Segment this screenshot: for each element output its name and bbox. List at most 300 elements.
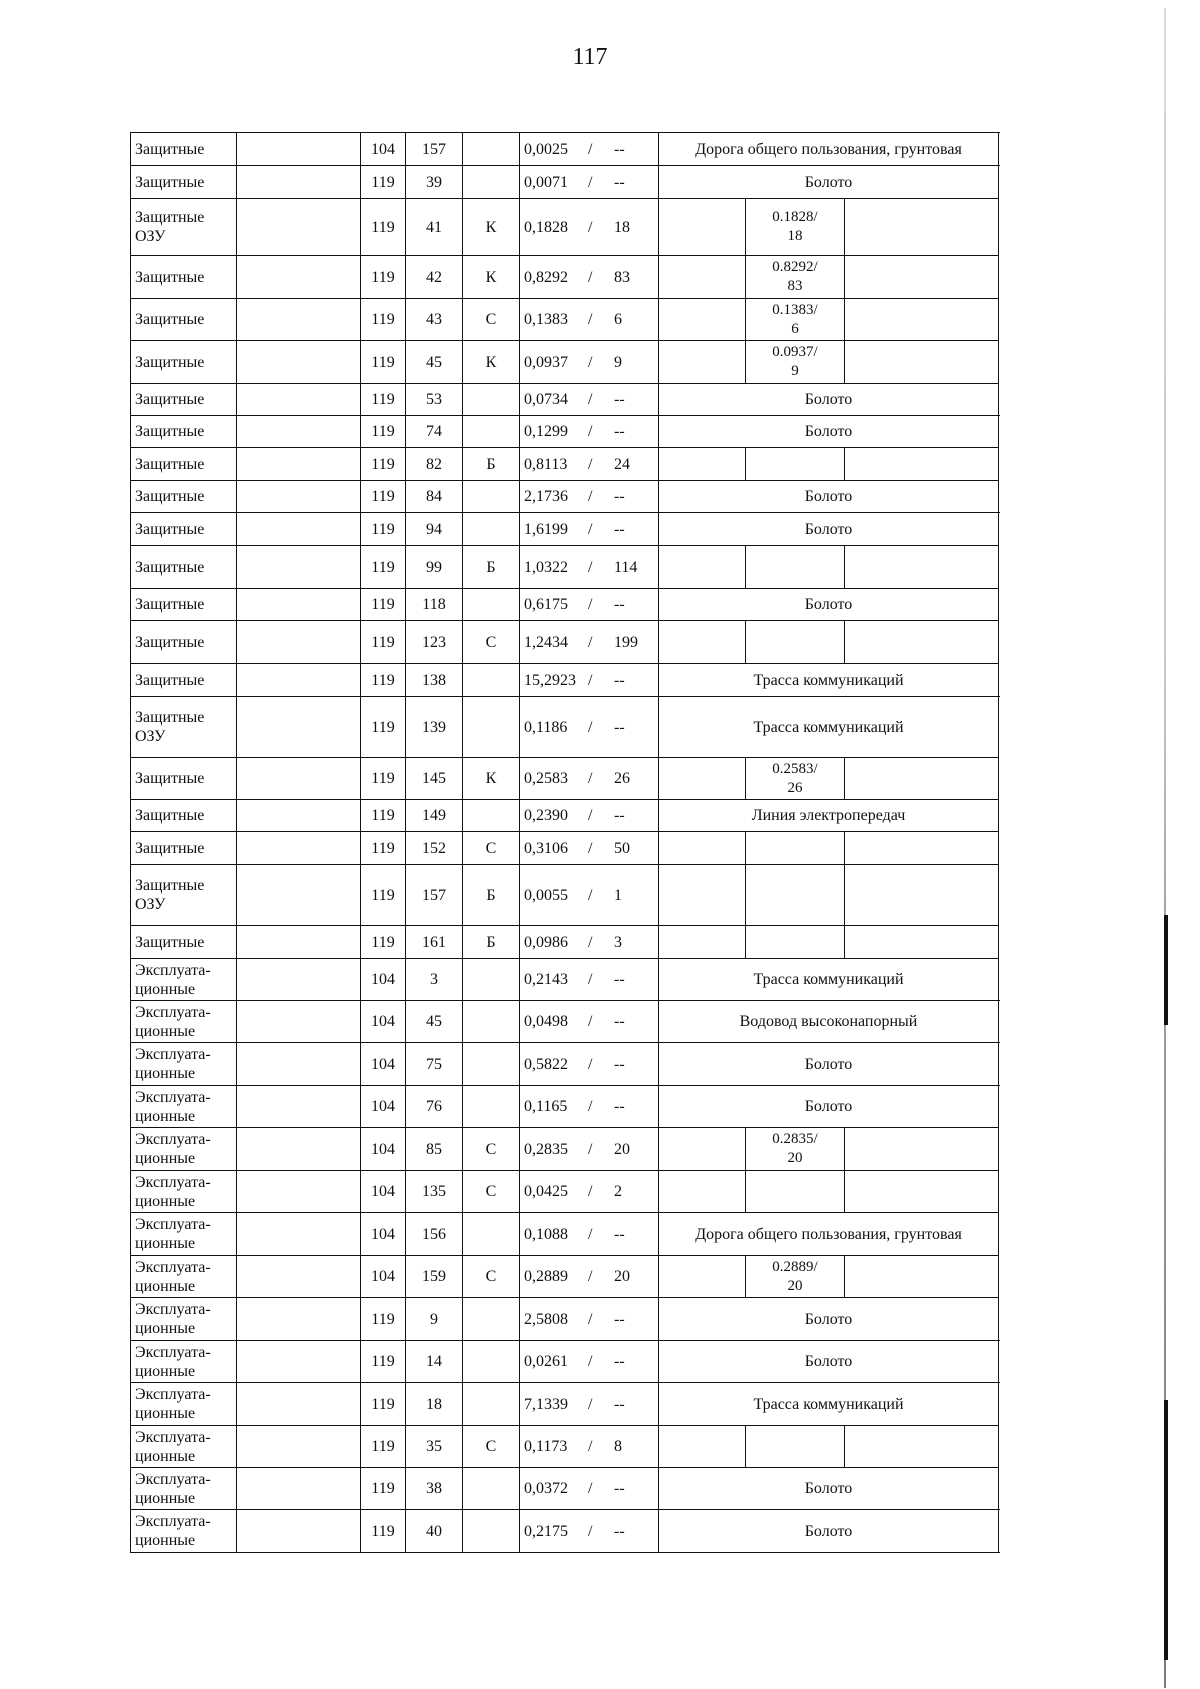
code-cell — [463, 1510, 520, 1553]
category-cell: Защитные — [131, 589, 237, 621]
table-row — [131, 384, 999, 416]
allotment-cell: 138 — [406, 664, 463, 697]
volume-value: 26 — [614, 770, 630, 787]
blank-cell — [659, 865, 746, 926]
code-cell: С — [463, 832, 520, 865]
note-cell: Трасса коммуникаций — [659, 697, 999, 758]
volume-value: 114 — [614, 558, 638, 576]
table-row — [131, 448, 999, 481]
area-separator: / — [588, 455, 593, 473]
blank-cell — [659, 758, 746, 800]
table-row — [131, 800, 999, 832]
table-row — [131, 758, 999, 800]
breakdown-cell — [746, 448, 845, 481]
table-row — [131, 1341, 999, 1383]
blank-cell — [237, 664, 361, 697]
volume-value: 9 — [614, 353, 622, 371]
breakdown-cell: 0.2835/ 20 — [746, 1128, 845, 1171]
note-cell: Болото — [659, 513, 999, 546]
code-cell — [463, 1298, 520, 1341]
breakdown-cell — [845, 865, 999, 926]
breakdown-cell — [746, 621, 845, 664]
breakdown-cell — [845, 256, 999, 299]
area-cell — [520, 1128, 659, 1171]
blank-cell — [237, 1298, 361, 1341]
allotment-cell: 161 — [406, 926, 463, 959]
area-separator: / — [588, 807, 593, 824]
quarter-cell: 119 — [361, 256, 406, 299]
volume-value: 20 — [614, 1140, 630, 1158]
category-cell: Защитные — [131, 256, 237, 299]
area-cell — [520, 926, 659, 959]
allotment-cell: 3 — [406, 959, 463, 1001]
blank-cell — [237, 1341, 361, 1383]
area-value: 0,1828 — [524, 218, 568, 236]
area-value: 0,0734 — [524, 391, 568, 408]
quarter-cell: 119 — [361, 1468, 406, 1510]
table-row — [131, 1426, 999, 1468]
volume-value: -- — [614, 520, 625, 538]
area-cell — [520, 1298, 659, 1341]
code-cell — [463, 481, 520, 513]
blank-cell — [659, 1171, 746, 1213]
blank-cell — [237, 1001, 361, 1043]
quarter-cell: 104 — [361, 1213, 406, 1256]
area-value: 0,0261 — [524, 1353, 568, 1370]
area-separator: / — [588, 971, 593, 988]
quarter-cell: 119 — [361, 621, 406, 664]
breakdown-cell — [845, 832, 999, 865]
area-value: 0,0986 — [524, 933, 568, 951]
volume-value: -- — [614, 173, 625, 191]
quarter-cell: 119 — [361, 299, 406, 341]
blank-cell — [237, 384, 361, 416]
category-cell: Защитные — [131, 664, 237, 697]
area-cell — [520, 1468, 659, 1510]
forest-plots-table — [130, 132, 999, 1553]
quarter-cell: 104 — [361, 1001, 406, 1043]
area-value: 0,2889 — [524, 1268, 568, 1285]
table-row — [131, 926, 999, 959]
blank-cell — [237, 199, 361, 256]
category-cell: Эксплуата- ционные — [131, 1086, 237, 1128]
blank-cell — [659, 341, 746, 384]
area-cell — [520, 513, 659, 546]
blank-cell — [237, 1213, 361, 1256]
table-body — [131, 133, 999, 1553]
code-cell: Б — [463, 546, 520, 589]
code-cell — [463, 697, 520, 758]
area-separator: / — [588, 1183, 593, 1200]
breakdown-cell — [845, 448, 999, 481]
quarter-cell: 119 — [361, 513, 406, 546]
code-cell: К — [463, 256, 520, 299]
code-cell — [463, 1086, 520, 1128]
note-cell: Болото — [659, 1043, 999, 1086]
area-value: 0,0071 — [524, 173, 568, 191]
area-value: 0,0372 — [524, 1480, 568, 1497]
breakdown-cell: 0.1828/ 18 — [746, 199, 845, 256]
note-cell: Болото — [659, 481, 999, 513]
quarter-cell: 119 — [361, 1341, 406, 1383]
category-cell: Эксплуата- ционные — [131, 1298, 237, 1341]
volume-value: 20 — [614, 1268, 630, 1285]
area-separator: / — [588, 671, 593, 689]
table-row — [131, 256, 999, 299]
category-cell: Защитные — [131, 341, 237, 384]
allotment-cell: 99 — [406, 546, 463, 589]
area-separator: / — [588, 1055, 593, 1073]
allotment-cell: 45 — [406, 1001, 463, 1043]
volume-value: -- — [614, 1395, 625, 1413]
area-value: 0,0055 — [524, 886, 568, 904]
area-cell — [520, 1001, 659, 1043]
volume-value: 199 — [614, 633, 638, 651]
quarter-cell: 119 — [361, 926, 406, 959]
area-value: 0,0425 — [524, 1183, 568, 1200]
area-separator: / — [588, 1013, 593, 1030]
area-separator: / — [588, 1225, 593, 1243]
breakdown-cell — [845, 299, 999, 341]
allotment-cell: 157 — [406, 865, 463, 926]
code-cell: К — [463, 341, 520, 384]
area-cell — [520, 1213, 659, 1256]
area-cell — [520, 481, 659, 513]
allotment-cell: 38 — [406, 1468, 463, 1510]
area-value: 2,1736 — [524, 488, 568, 505]
allotment-cell: 42 — [406, 256, 463, 299]
category-cell: Защитные — [131, 758, 237, 800]
area-value: 0,1165 — [524, 1098, 568, 1115]
area-separator: / — [588, 1098, 593, 1115]
area-separator: / — [588, 1438, 593, 1455]
area-cell — [520, 166, 659, 199]
quarter-cell: 104 — [361, 1043, 406, 1086]
category-cell: Эксплуата- ционные — [131, 1468, 237, 1510]
table-row — [131, 1001, 999, 1043]
area-value: 0,6175 — [524, 596, 568, 613]
area-cell — [520, 621, 659, 664]
breakdown-cell — [845, 199, 999, 256]
table-row — [131, 1128, 999, 1171]
scan-margin-mark — [1164, 915, 1168, 1025]
code-cell: Б — [463, 865, 520, 926]
breakdown-cell — [746, 1426, 845, 1468]
area-separator: / — [588, 520, 593, 538]
blank-cell — [237, 1128, 361, 1171]
area-cell — [520, 448, 659, 481]
area-separator: / — [588, 488, 593, 505]
allotment-cell: 76 — [406, 1086, 463, 1128]
allotment-cell: 118 — [406, 589, 463, 621]
code-cell: С — [463, 621, 520, 664]
note-cell: Болото — [659, 1510, 999, 1553]
blank-cell — [659, 1256, 746, 1298]
category-cell: Эксплуата- ционные — [131, 1256, 237, 1298]
blank-cell — [659, 256, 746, 299]
blank-cell — [237, 448, 361, 481]
area-value: 0,2583 — [524, 770, 568, 787]
blank-cell — [237, 865, 361, 926]
category-cell: Защитные — [131, 800, 237, 832]
table-row — [131, 832, 999, 865]
table-row — [131, 481, 999, 513]
area-separator: / — [588, 353, 593, 371]
area-separator: / — [588, 933, 593, 951]
breakdown-cell — [746, 1171, 845, 1213]
blank-cell — [659, 1128, 746, 1171]
breakdown-cell — [845, 926, 999, 959]
breakdown-cell — [845, 1128, 999, 1171]
volume-value: 50 — [614, 839, 630, 857]
quarter-cell: 119 — [361, 1298, 406, 1341]
category-cell: Защитные — [131, 133, 237, 166]
breakdown-cell: 0.2583/ 26 — [746, 758, 845, 800]
blank-cell — [237, 546, 361, 589]
volume-value: -- — [614, 1522, 625, 1540]
area-value: 7,1339 — [524, 1395, 568, 1413]
allotment-cell: 39 — [406, 166, 463, 199]
volume-value: -- — [614, 1353, 625, 1370]
allotment-cell: 123 — [406, 621, 463, 664]
category-cell: Защитные — [131, 416, 237, 448]
area-separator: / — [588, 1310, 593, 1328]
area-cell — [520, 1043, 659, 1086]
volume-value: -- — [614, 1055, 625, 1073]
category-cell: Эксплуата- ционные — [131, 1426, 237, 1468]
category-cell: Защитные ОЗУ — [131, 199, 237, 256]
category-cell: Эксплуата- ционные — [131, 1171, 237, 1213]
note-cell: Болото — [659, 1298, 999, 1341]
table-row — [131, 589, 999, 621]
breakdown-cell — [845, 341, 999, 384]
quarter-cell: 119 — [361, 832, 406, 865]
allotment-cell: 41 — [406, 199, 463, 256]
area-value: 0,8292 — [524, 268, 568, 286]
category-cell: Защитные — [131, 832, 237, 865]
volume-value: -- — [614, 488, 625, 505]
code-cell — [463, 800, 520, 832]
code-cell: К — [463, 758, 520, 800]
category-cell: Защитные ОЗУ — [131, 697, 237, 758]
allotment-cell: 74 — [406, 416, 463, 448]
blank-cell — [237, 299, 361, 341]
blank-cell — [237, 481, 361, 513]
blank-cell — [237, 589, 361, 621]
code-cell — [463, 1383, 520, 1426]
volume-value: 2 — [614, 1183, 622, 1200]
volume-value: -- — [614, 1098, 625, 1115]
category-cell: Защитные — [131, 513, 237, 546]
allotment-cell: 157 — [406, 133, 463, 166]
area-value: 1,0322 — [524, 558, 568, 576]
blank-cell — [237, 1043, 361, 1086]
category-cell: Защитные — [131, 546, 237, 589]
code-cell: С — [463, 1256, 520, 1298]
code-cell — [463, 589, 520, 621]
blank-cell — [237, 959, 361, 1001]
blank-cell — [659, 199, 746, 256]
blank-cell — [237, 1510, 361, 1553]
table-row — [131, 1171, 999, 1213]
quarter-cell: 119 — [361, 1383, 406, 1426]
area-separator: / — [588, 140, 593, 158]
area-separator: / — [588, 1353, 593, 1370]
blank-cell — [659, 546, 746, 589]
allotment-cell: 156 — [406, 1213, 463, 1256]
quarter-cell: 104 — [361, 1128, 406, 1171]
blank-cell — [237, 416, 361, 448]
category-cell: Эксплуата- ционные — [131, 1510, 237, 1553]
quarter-cell: 119 — [361, 1426, 406, 1468]
quarter-cell: 119 — [361, 758, 406, 800]
quarter-cell: 119 — [361, 481, 406, 513]
allotment-cell: 152 — [406, 832, 463, 865]
area-separator: / — [588, 311, 593, 328]
table-row — [131, 865, 999, 926]
code-cell — [463, 384, 520, 416]
volume-value: -- — [614, 807, 625, 824]
area-value: 0,1186 — [524, 718, 568, 736]
volume-value: 6 — [614, 311, 622, 328]
blank-cell — [237, 133, 361, 166]
note-cell: Дорога общего пользования, грунтовая — [659, 133, 999, 166]
allotment-cell: 149 — [406, 800, 463, 832]
blank-cell — [659, 299, 746, 341]
volume-value: -- — [614, 718, 625, 736]
area-separator: / — [588, 1268, 593, 1285]
code-cell: К — [463, 199, 520, 256]
category-cell: Защитные ОЗУ — [131, 865, 237, 926]
code-cell — [463, 513, 520, 546]
table-row — [131, 621, 999, 664]
quarter-cell: 119 — [361, 865, 406, 926]
breakdown-cell: 0.1383/ 6 — [746, 299, 845, 341]
area-value: 0,8113 — [524, 455, 568, 473]
breakdown-cell: 0.2889/ 20 — [746, 1256, 845, 1298]
area-separator: / — [588, 423, 593, 440]
allotment-cell: 53 — [406, 384, 463, 416]
quarter-cell: 119 — [361, 546, 406, 589]
quarter-cell: 104 — [361, 133, 406, 166]
allotment-cell: 159 — [406, 1256, 463, 1298]
note-cell: Болото — [659, 589, 999, 621]
blank-cell — [237, 621, 361, 664]
area-cell — [520, 199, 659, 256]
blank-cell — [237, 1426, 361, 1468]
breakdown-cell — [746, 926, 845, 959]
area-cell — [520, 832, 659, 865]
volume-value: -- — [614, 391, 625, 408]
table-row — [131, 1298, 999, 1341]
area-value: 0,1173 — [524, 1438, 568, 1455]
code-cell — [463, 959, 520, 1001]
area-separator: / — [588, 839, 593, 857]
allotment-cell: 84 — [406, 481, 463, 513]
table-row — [131, 1086, 999, 1128]
area-cell — [520, 1383, 659, 1426]
quarter-cell: 119 — [361, 664, 406, 697]
area-cell — [520, 959, 659, 1001]
blank-cell — [237, 1171, 361, 1213]
allotment-cell: 43 — [406, 299, 463, 341]
area-separator: / — [588, 718, 593, 736]
area-separator: / — [588, 558, 593, 576]
code-cell: Б — [463, 448, 520, 481]
quarter-cell: 104 — [361, 959, 406, 1001]
area-value: 1,6199 — [524, 520, 568, 538]
blank-cell — [237, 1468, 361, 1510]
area-separator: / — [588, 633, 593, 651]
code-cell: С — [463, 1171, 520, 1213]
blank-cell — [659, 926, 746, 959]
area-cell — [520, 589, 659, 621]
table-row — [131, 199, 999, 256]
area-cell — [520, 1510, 659, 1553]
allotment-cell: 45 — [406, 341, 463, 384]
blank-cell — [237, 341, 361, 384]
table-row — [131, 416, 999, 448]
table-row — [131, 959, 999, 1001]
area-cell — [520, 800, 659, 832]
quarter-cell: 119 — [361, 800, 406, 832]
blank-cell — [659, 832, 746, 865]
code-cell: С — [463, 1426, 520, 1468]
area-value: 0,0025 — [524, 140, 568, 158]
allotment-cell: 14 — [406, 1341, 463, 1383]
table-row — [131, 299, 999, 341]
area-cell — [520, 697, 659, 758]
quarter-cell: 104 — [361, 1171, 406, 1213]
breakdown-cell: 0.0937/ 9 — [746, 341, 845, 384]
blank-cell — [237, 1383, 361, 1426]
category-cell: Эксплуата- ционные — [131, 1383, 237, 1426]
category-cell: Эксплуата- ционные — [131, 1341, 237, 1383]
category-cell: Защитные — [131, 926, 237, 959]
volume-value: 83 — [614, 268, 630, 286]
code-cell — [463, 1468, 520, 1510]
area-cell — [520, 1256, 659, 1298]
blank-cell — [237, 926, 361, 959]
breakdown-cell — [746, 865, 845, 926]
table-row — [131, 1256, 999, 1298]
code-cell — [463, 416, 520, 448]
category-cell: Эксплуата- ционные — [131, 1043, 237, 1086]
table-row — [131, 133, 999, 166]
area-value: 0,3106 — [524, 839, 568, 857]
code-cell: Б — [463, 926, 520, 959]
area-cell — [520, 1086, 659, 1128]
code-cell: С — [463, 1128, 520, 1171]
note-cell: Трасса коммуникаций — [659, 664, 999, 697]
table-row — [131, 166, 999, 199]
allotment-cell: 85 — [406, 1128, 463, 1171]
code-cell — [463, 1213, 520, 1256]
area-separator: / — [588, 268, 593, 286]
volume-value: 24 — [614, 455, 630, 473]
allotment-cell: 18 — [406, 1383, 463, 1426]
area-cell — [520, 133, 659, 166]
quarter-cell: 119 — [361, 166, 406, 199]
volume-value: 1 — [614, 886, 622, 904]
area-value: 0,2175 — [524, 1522, 568, 1540]
volume-value: -- — [614, 140, 625, 158]
category-cell: Защитные — [131, 621, 237, 664]
volume-value: 18 — [614, 218, 630, 236]
breakdown-cell — [746, 832, 845, 865]
quarter-cell: 119 — [361, 199, 406, 256]
quarter-cell: 119 — [361, 384, 406, 416]
